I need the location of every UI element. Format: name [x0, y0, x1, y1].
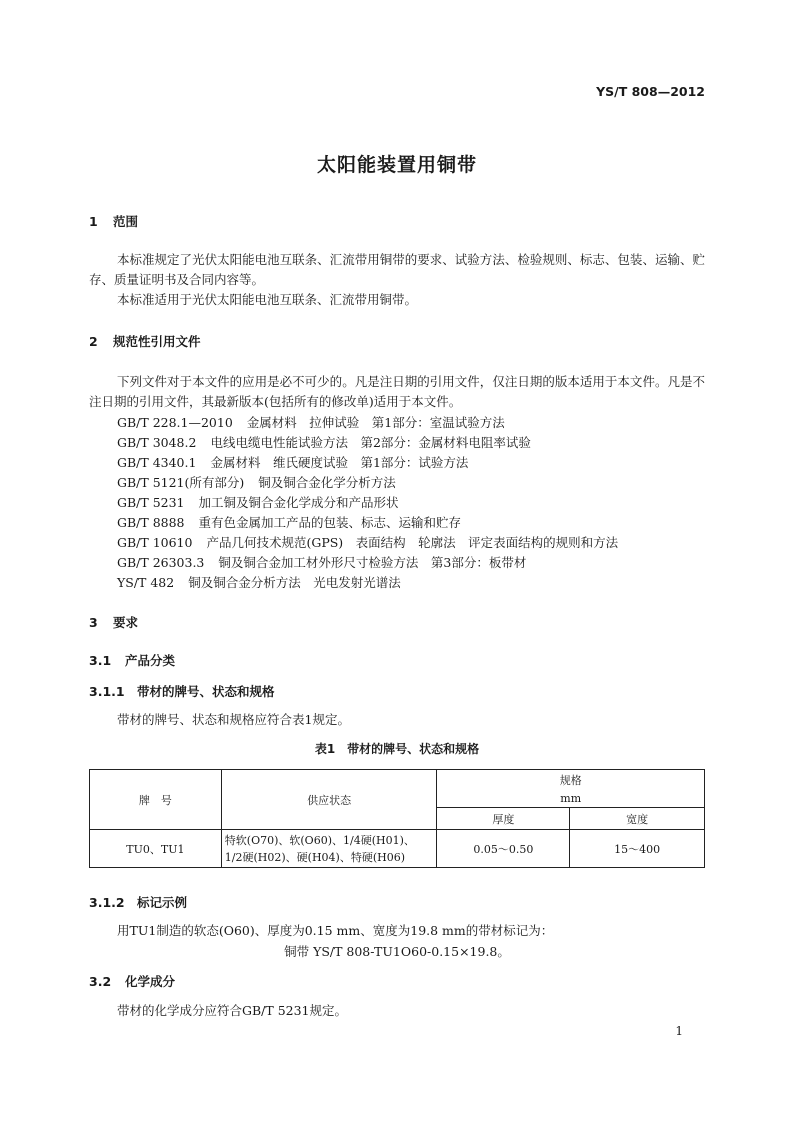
- section-title: 带材的牌号、状态和规格: [137, 684, 275, 699]
- section-3-heading: [89, 613, 138, 631]
- reference-item: [117, 433, 531, 451]
- cell-grade: TU0、TU1: [90, 830, 222, 868]
- reference-item: [117, 573, 401, 591]
- reference-title: 金属材料 维氏硬度试验 第1部分：试验方法: [210, 455, 469, 470]
- section-title: 标记示例: [137, 895, 188, 910]
- header-thickness: 厚度: [437, 808, 570, 830]
- header-grade: 牌 号: [90, 770, 222, 830]
- chemical-composition-paragraph: 带材的化学成分应符合GB/T 5231规定。: [117, 1003, 348, 1018]
- reference-item: [117, 553, 526, 571]
- header-width: 宽度: [570, 808, 705, 830]
- marking-paragraph: 用TU1制造的软态(O60)、厚度为0.15 mm、宽度为19.8 mm的带材标记为：: [117, 923, 554, 938]
- temper-line-2: 1/2硬(H02)、硬(H04)、特硬(H06): [224, 850, 406, 864]
- table-row: [90, 830, 705, 868]
- section-number: 3.1.2: [89, 895, 125, 910]
- header-temper: 供应状态: [221, 770, 437, 830]
- references-intro: 下列文件对于本文件的应用是必不可少的。凡是注日期的引用文件，仅注日期的版本适用于本文件。凡是不注日期的引用文件，其最新版本(包括所有的修改单)适用于本文件。: [89, 374, 705, 409]
- spec-table: [89, 769, 705, 868]
- table-reference-paragraph: 带材的牌号、状态和规格应符合表1规定。: [117, 712, 350, 727]
- reference-title: 产品几何技术规范(GPS) 表面结构 轮廓法 评定表面结构的规则和方法: [206, 535, 619, 550]
- section-title: 范围: [113, 214, 139, 229]
- reference-code: GB/T 228.1—2010: [117, 415, 233, 430]
- header-unit: mm: [437, 791, 705, 808]
- page-number: 1: [675, 1024, 683, 1038]
- reference-item: [117, 513, 461, 531]
- scope-paragraph-1: 本标准规定了光伏太阳能电池互联条、汇流带用铜带的要求、试验方法、检验规则、标志、包装、运输、贮存、质量证明书及合同内容等。: [89, 252, 705, 287]
- reference-item: [117, 493, 399, 511]
- reference-title: 电线电缆电性能试验方法 第2部分：金属材料电阻率试验: [210, 435, 531, 450]
- reference-code: YS/T 482: [117, 575, 175, 590]
- reference-code: GB/T 26303.3: [117, 555, 205, 570]
- cell-temper: [221, 830, 437, 868]
- reference-title: 铜及铜合金分析方法 光电发射光谱法: [188, 575, 401, 590]
- reference-code: GB/T 8888: [117, 515, 185, 530]
- section-title: 产品分类: [125, 653, 176, 668]
- section-title: 规范性引用文件: [113, 334, 201, 349]
- reference-item: [117, 413, 505, 431]
- reference-title: 重有色金属加工产品的包装、标志、运输和贮存: [198, 515, 462, 530]
- cell-width: 15～400: [570, 830, 705, 868]
- reference-code: GB/T 5121(所有部分): [117, 475, 245, 490]
- scope-paragraph-2: 本标准适用于光伏太阳能电池互联条、汇流带用铜带。: [117, 292, 418, 307]
- reference-item: [117, 453, 468, 471]
- reference-code: GB/T 3048.2: [117, 435, 197, 450]
- table-caption: 表1 带材的牌号、状态和规格: [314, 742, 480, 756]
- section-number: 3.1: [89, 653, 112, 668]
- header-spec: 规格: [437, 770, 705, 791]
- section-3-1-2-heading: [89, 893, 187, 911]
- temper-line-1: 特软(O70)、软(O60)、1/4硬(H01)、: [224, 833, 415, 847]
- reference-item: [117, 473, 396, 491]
- document-title: 太阳能装置用铜带: [316, 154, 477, 176]
- section-3-1-1-heading: [89, 682, 275, 700]
- reference-item: [117, 533, 618, 551]
- reference-title: 铜及铜合金加工材外形尺寸检验方法 第3部分：板带材: [218, 555, 527, 570]
- section-1-heading: [89, 212, 138, 230]
- reference-code: GB/T 10610: [117, 535, 193, 550]
- reference-title: 铜及铜合金化学分析方法: [258, 475, 396, 490]
- section-2-heading: [89, 332, 201, 350]
- marking-example: 铜带 YS/T 808-TU1O60-0.15×19.8。: [284, 944, 510, 959]
- standard-number: YS/T 808—2012: [596, 84, 705, 99]
- table-header-row: [90, 770, 705, 791]
- section-number: 3.1.1: [89, 684, 125, 699]
- reference-title: 金属材料 拉伸试验 第1部分：室温试验方法: [246, 415, 505, 430]
- section-title: 要求: [113, 615, 139, 630]
- reference-title: 加工铜及铜合金化学成分和产品形状: [198, 495, 399, 510]
- section-number: 1: [89, 214, 98, 229]
- cell-thickness: 0.05～0.50: [437, 830, 570, 868]
- section-number: 2: [89, 334, 98, 349]
- section-number: 3.2: [89, 974, 112, 989]
- section-3-2-heading: [89, 972, 175, 990]
- reference-code: GB/T 5231: [117, 495, 185, 510]
- section-title: 化学成分: [125, 974, 176, 989]
- section-3-1-heading: [89, 651, 175, 669]
- reference-code: GB/T 4340.1: [117, 455, 197, 470]
- section-number: 3: [89, 615, 98, 630]
